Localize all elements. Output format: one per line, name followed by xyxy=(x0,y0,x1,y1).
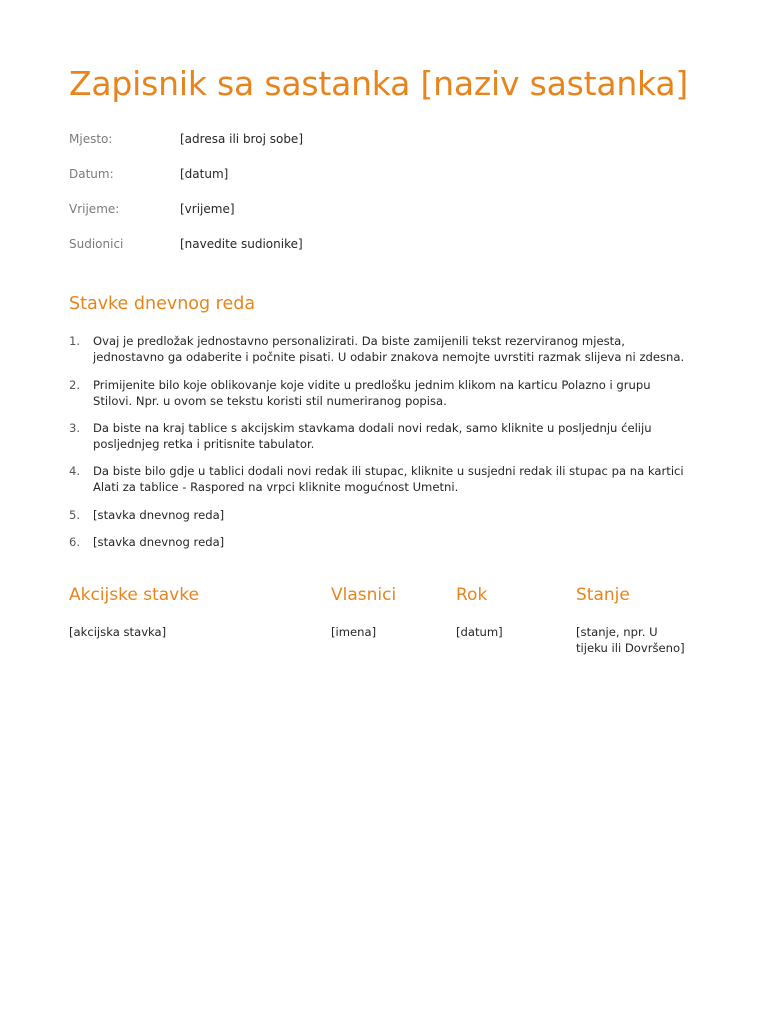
agenda-text-line: jednostavno ga odaberite i počnite pisati. U odabir znakova nemojte uvrstiti razmak slijeva ni zdesna. xyxy=(93,350,685,364)
owners-cell[interactable]: [imena] xyxy=(331,625,377,639)
agenda-number: 5. xyxy=(69,508,81,522)
participants-label: Sudionici xyxy=(69,237,124,251)
agenda-heading[interactable]: Stavke dnevnog reda xyxy=(69,294,256,314)
deadline-cell[interactable]: [datum] xyxy=(456,625,503,639)
time-label: Vrijeme: xyxy=(69,202,120,216)
agenda-number: 6. xyxy=(69,535,81,549)
action-item-cell[interactable]: [akcijska stavka] xyxy=(69,625,167,639)
agenda-number: 2. xyxy=(69,378,81,392)
agenda-text-line: Da biste na kraj tablice s akcijskim stavkama dodali novi redak, samo kliknite u posljednju ćeliju xyxy=(93,421,652,435)
place-value[interactable]: [adresa ili broj sobe] xyxy=(180,132,303,146)
agenda-number: 3. xyxy=(69,421,81,435)
column-header-owners[interactable]: Vlasnici xyxy=(331,585,397,605)
time-value[interactable]: [vrijeme] xyxy=(180,202,235,216)
agenda-text-line: Da biste bilo gdje u tablici dodali novi redak ili stupac, kliknite u susjedni redak ili stupac pa na kartici xyxy=(93,464,684,478)
column-header-status[interactable]: Stanje xyxy=(576,585,630,605)
agenda-text-line: posljednjeg retka i pritisnite tabulator. xyxy=(93,437,315,451)
column-header-deadline[interactable]: Rok xyxy=(456,585,488,605)
agenda-text-line: [stavka dnevnog reda] xyxy=(93,535,225,549)
date-value[interactable]: [datum] xyxy=(180,167,229,181)
document-title[interactable]: Zapisnik sa sastanka [naziv sastanka] xyxy=(69,64,689,103)
status-cell-line: tijeku ili Dovršeno] xyxy=(576,641,685,655)
agenda-text-line: Primijenite bilo koje oblikovanje koje vidite u predlošku jednim klikom na karticu Polazno i grupu xyxy=(93,378,651,392)
agenda-number: 4. xyxy=(69,464,81,478)
agenda-text-line: Alati za tablice - Raspored na vrpci kliknite mogućnost Umetni. xyxy=(93,480,459,494)
date-label: Datum: xyxy=(69,167,114,181)
column-header-action-items[interactable]: Akcijske stavke xyxy=(69,585,199,605)
status-cell-line: [stanje, npr. U xyxy=(576,625,658,639)
agenda-text-line: [stavka dnevnog reda] xyxy=(93,508,225,522)
place-label: Mjesto: xyxy=(69,132,113,146)
agenda-number: 1. xyxy=(69,334,81,348)
agenda-text-line: Stilovi. Npr. u ovom se tekstu koristi stil numeriranog popisa. xyxy=(93,394,447,408)
status-cell[interactable] xyxy=(576,624,716,656)
participants-value[interactable]: [navedite sudionike] xyxy=(180,237,303,251)
agenda-text-line: Ovaj je predložak jednostavno personalizirati. Da biste zamijenili tekst rezerviranog mjesta, xyxy=(93,334,625,348)
